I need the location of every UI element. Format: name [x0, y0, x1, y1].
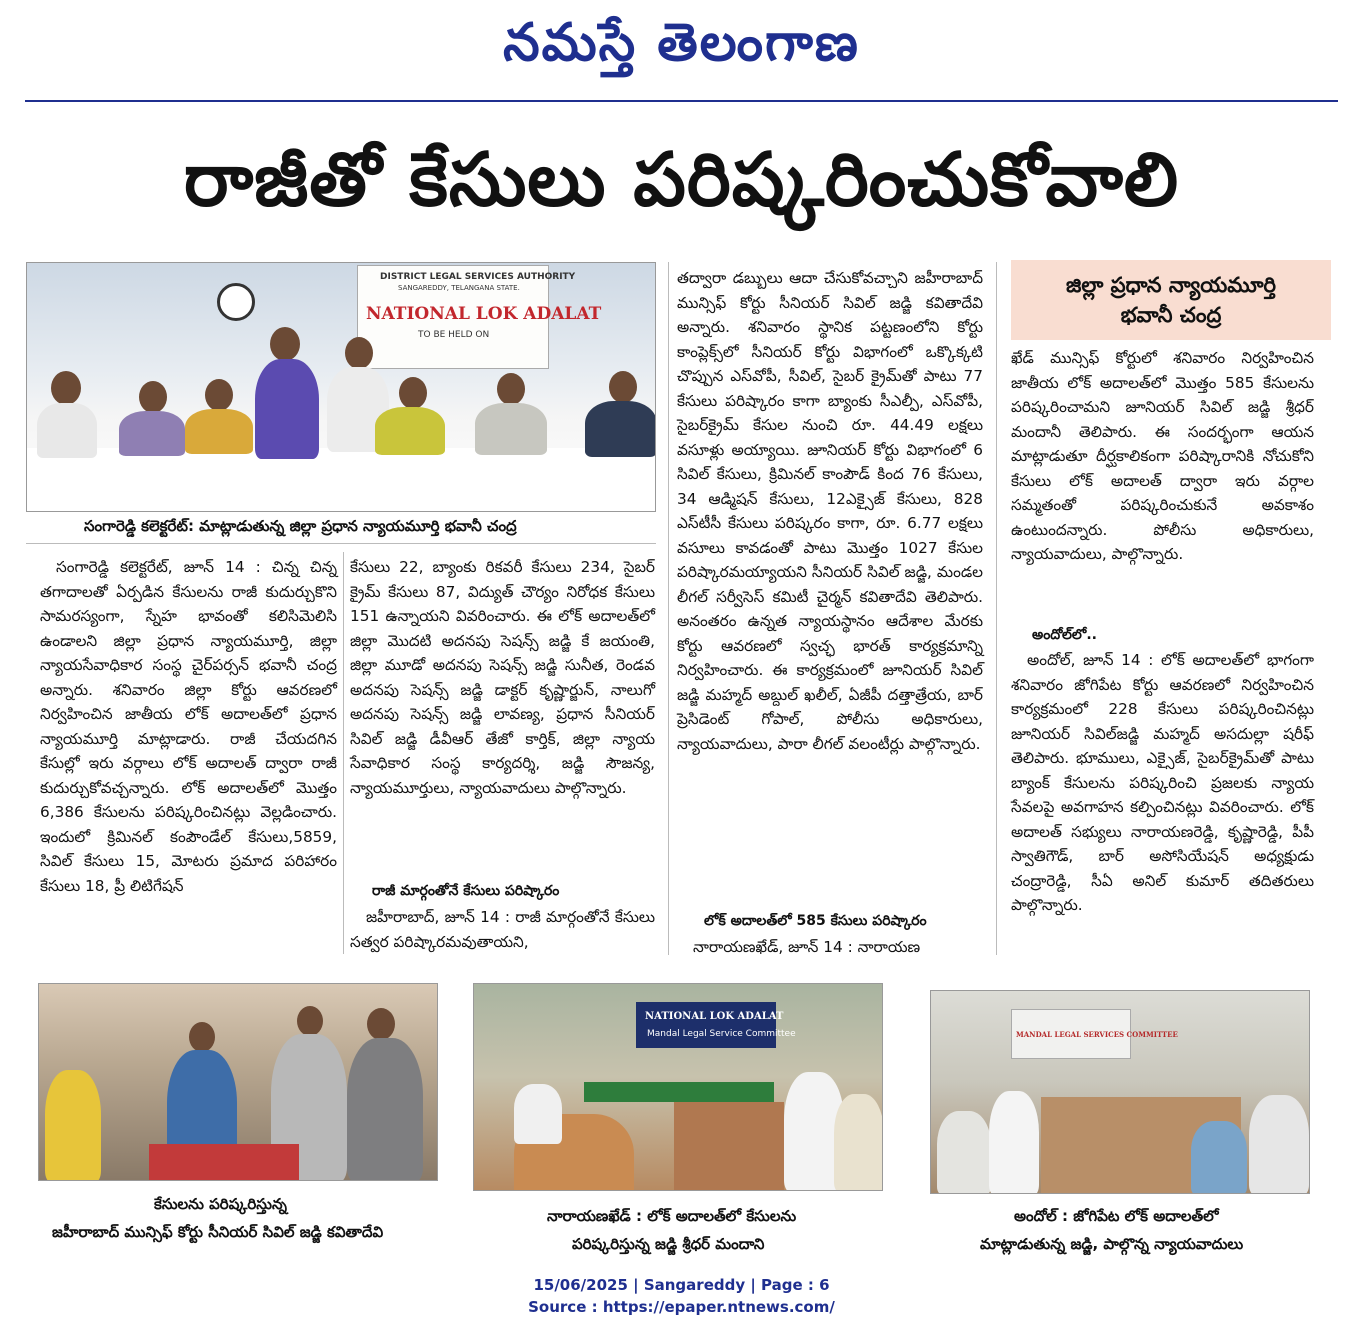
banner-place: SANGAREDDY, TELANGANA STATE.	[398, 284, 520, 292]
caption-divider	[26, 543, 656, 544]
wall-clock-icon	[217, 283, 255, 321]
person	[185, 409, 253, 454]
speaker	[255, 359, 319, 459]
column-3b-text: నారాయణఖేడ్‌, జూన్‌ 14 : నారాయణ	[693, 938, 921, 956]
table	[584, 1082, 774, 1102]
column-2b-text: జహీరాబాద్‌, జూన్‌ 14 : రాజీ మార్గంతోనే కేసులు సత్వర పరిష్కారమవుతాయని,	[350, 908, 655, 951]
banner-title: NATIONAL LOK ADALAT	[645, 1011, 784, 1022]
article-column-2	[350, 555, 655, 873]
article-column-3	[677, 266, 983, 906]
person	[937, 1111, 991, 1194]
photo-andol-caption-2: మాట్లాడుతున్న జడ్జి, పాల్గొన్న న్యాయవాదులు	[980, 1235, 1244, 1253]
person	[119, 411, 185, 456]
judge-name-box	[1011, 260, 1331, 340]
person-head	[609, 371, 637, 403]
banner-title: MANDAL LEGAL SERVICES COMMITTEE	[1016, 1030, 1178, 1039]
person-head	[297, 1006, 323, 1036]
legal-services-banner	[1011, 1009, 1178, 1059]
person	[514, 1084, 562, 1144]
banner-title: NATIONAL LOK ADALAT	[366, 304, 602, 324]
person-head	[345, 337, 373, 369]
column-divider	[668, 262, 669, 955]
photo-andol-caption-1: అందోల్‌ : జోగిపేట లోక్‌ అదాలత్‌లో	[1014, 1207, 1219, 1225]
judge-name-box-text	[1011, 270, 1331, 330]
person	[1249, 1095, 1309, 1194]
article-column-4b	[1011, 648, 1314, 968]
headline: రాజీతో కేసులు పరిష్కరించుకోవాలి	[183, 137, 1180, 223]
article-column-2b	[350, 905, 655, 955]
column-4b-text: అందోల్‌, జూన్‌ 14 : లోక్‌ అదాలత్‌లో భాగంగా శనివారం జోగిపేట కోర్టు ఆవరణలో నిర్వహించిన కార్యక్రమంలో 228 కేసులు పరిష్కరించినట్లు జూనియర్‌ సివిల్‌జడ్జి మహ్మద్‌ అసదుల్లా షరీఫ్‌ తెలిపారు. భూములు, ఎక్సైజ్‌, సైబర్‌క్రైమ్‌తో పాటు బ్యాంక్‌ కేసులను పరిష్కరించి ప్రజలకు న్యాయ సేవలపై అవగాహన కల్పించినట్లు వివరించారు. లోక్‌ అదాలత్‌ సభ్యులు నారాయణరెడ్డి, కృష్ణారెడ్డి, పీపీ స్వాతిగౌడ్‌, బార్‌ అసోసియేషన్‌ అధ్యక్షుడు చంద్రారెడ్డి, సీఏ అనిల్‌ కుమార్‌ తదితరులు పాల్గొన్నారు.	[1011, 651, 1314, 914]
column-divider	[343, 552, 344, 954]
photo-zaheerabad-caption-2: జహీరాబాద్‌ మున్సిఫ్‌ కోర్టు సీనియర్‌ సివిల్‌ జడ్జి కవితాదేవి	[52, 1223, 384, 1241]
footer-source-link[interactable]: Source : https://epaper.ntnews.com/	[528, 1298, 835, 1316]
person-head	[189, 1022, 215, 1052]
banner-org: DISTRICT LEGAL SERVICES AUTHORITY	[380, 272, 576, 282]
column-1-text: సంగారెడ్డి కలెక్టరేట్‌, జూన్‌ 14 : చిన్న చిన్న తగాదాలతో ఏర్పడిన కేసులను రాజీ కుదుర్చుకొని సామరస్యంగా, స్నేహ భావంతో కలిసిమెలిసి ఉండాలని జిల్లా ప్రధాన న్యాయమూర్తి, జిల్లా న్యాయసేవాధికార సంస్థ చైర్‌పర్సన్‌ భవానీ చంద్ర అన్నారు. శనివారం జిల్లా కోర్టు ఆవరణలో నిర్వహించిన జాతీయ లోక్‌ అదాలత్‌లో ప్రధాన న్యాయమూర్తి మాట్లాడారు. రాజీ చేయదగిన కేసుల్లో ఇరు వర్గాలు లోక్‌ అదాలత్‌ ద్వారా రాజీ కుదుర్చుకోవచ్చన్నారు. లోక్‌ అదాలత్‌లో మొత్తం 6,386 కేసులను పరిష్కరించినట్లు వెల్లడించారు. ఇందులో క్రిమినల్‌ కంపౌండేల్‌ కేసులు,5859, సివిల్‌ కేసులు 15, మోటరు ప్రమాద పరిహారం కేసులు 18, ప్రీ లిటిగేషన్‌	[40, 558, 337, 895]
lok-adalat-banner	[636, 1002, 796, 1048]
person	[834, 1094, 883, 1191]
photo-narayankhed-caption-1: నారాయణఖేడ్‌ : లోక్‌ అదాలత్‌లో కేసులను	[547, 1207, 797, 1225]
person-head	[139, 381, 167, 413]
main-photo	[26, 262, 656, 512]
person-head	[399, 377, 427, 409]
person-head	[497, 373, 525, 405]
column-3-subhead: లోక్‌ అదాలత్‌లో 585 కేసులు పరిష్కారం	[704, 913, 927, 929]
photo-zaheerabad-caption-1: కేసులను పరిష్కరిస్తున్న	[154, 1195, 287, 1213]
judge-name: భవానీ చంద్ర	[1120, 303, 1222, 327]
column-4-subhead: అందోల్‌లో..	[1032, 627, 1097, 643]
person-head	[51, 371, 81, 405]
judge-title: జిల్లా ప్రధాన న్యాయమూర్తి	[1066, 273, 1276, 297]
person	[1191, 1121, 1247, 1194]
masthead-title: నమస్తే తెలంగాణ	[503, 12, 860, 73]
column-divider	[996, 262, 997, 955]
main-photo-caption: సంగారెడ్డి కలెక్టరేట్‌: మాట్లాడుతున్న జిల్లా ప్రధాన న్యాయమూర్తి భవానీ చంద్ర	[84, 517, 517, 535]
person-head	[205, 379, 233, 411]
column-2-text: కేసులు 22, బ్యాంకు రికవరీ కేసులు 234, సైబర్‌ క్రైమ్‌ కేసులు 87, విద్యుత్‌ చౌర్యం నిరోధక కేసులు 151 ఉన్నాయని వివరించారు. ఈ లోక్‌ అదాలత్‌లో జిల్లా మొదటి అదనపు సెషన్స్‌ జడ్జి కే జయంతి, జిల్లా మూడో అదనపు సెషన్స్‌ జడ్జి సునీత, రెండవ అదనపు సెషన్స్‌ జడ్జి డాక్టర్‌ కృష్ణార్జున్‌, నాలుగో అదనపు సెషన్స్‌ జడ్జి లావణ్య, ప్రధాన సీనియర్‌ సివిల్‌ జడ్జి డీవీఆర్‌ తేజో కార్తిక్‌, జిల్లా న్యాయ సేవాధికార సంస్థ కార్యదర్శి, జడ్జి సౌజన్య, న్యాయమూర్తులు, న్యాయవాదులు పాల్గొన్నారు.	[350, 558, 655, 797]
photo-zaheerabad	[38, 983, 438, 1181]
photo-narayankhed	[473, 983, 883, 1191]
article-column-4	[1011, 346, 1314, 616]
banner-sub: Mandal Legal Service Committee	[647, 1029, 796, 1039]
column-4-text: ఖేడ్‌ మున్సిఫ్‌ కోర్టులో శనివారం నిర్వహించిన జాతీయ లోక్‌ అదాలత్‌లో మొత్తం 585 కేసులను పరిష్కరించామని జూనియర్‌ సివిల్‌ జడ్జి శ్రీధర్‌ మందానీ తెలిపారు. ఈ సందర్భంగా ఆయన మాట్లాడుతూ దీర్ఘకాలికంగా పరిష్కారానికి నోచుకోని కేసులు లోక్‌ అదాలత్‌ ద్వారా ఇరు వర్గాల సమ్మతంతో పరిష్కరించుకునే అవకాశం ఉంటుందన్నారు. పోలీసు అధికారులు, న్యాయవాదులు, పాల్గొన్నారు.	[1011, 349, 1314, 563]
person-head	[270, 327, 300, 361]
column-2-subhead: రాజీ మార్గంతోనే కేసులు పరిష్కారం	[372, 883, 560, 899]
article-column-3b	[677, 935, 983, 960]
person	[585, 401, 656, 457]
judge	[347, 1038, 423, 1181]
photo-andol	[930, 990, 1310, 1194]
footer-date-page: 15/06/2025 | Sangareddy | Page : 6	[533, 1276, 830, 1294]
table-cloth	[27, 448, 656, 512]
column-3-text: తద్వారా డబ్బులు ఆదా చేసుకోవచ్చాని జహీరాబాద్‌ మున్సిఫ్‌ కోర్టు సీనియర్‌ సివిల్‌ జడ్జి కవితాదేవి అన్నారు. శనివారం స్థానిక పట్టణంలోని కోర్టు కాంప్లెక్స్‌లో సీనియర్‌ కోర్టు విభాగంలో ఒక్కొక్కటి చొప్పున ఎస్‌వోపీ, సీవిల్‌, సైబర్‌ క్రైమ్‌తో పాటు 77 కేసులు పరిష్కారం కాగా బ్యాంకు సీఎల్పీ, ఎస్‌వోపీ, సైబర్‌క్రైమ్‌ కేసుల నుంచి రూ. 44.49 లక్షలు వసూళ్లు అయ్యాయి. జూనియర్‌ కోర్టు విభాగంలో 6 సివిల్‌ కేసులు, క్రిమినల్‌ కాంపౌడ్‌ కింద 76 కేసులు, 34 ఆడ్మిషన్‌ కేసులు, 12ఎక్సైజ్‌ కేసులు, 828 ఎస్‌టీసీ కేసులు పరిష్కరం కాగా, రూ. 6.77 లక్షలు వసూలు కావడంతో పాటు మొత్తం 1027 కేసుల పరిష్కారమయ్యాయని సీనియర్‌ సివిల్‌ జడ్జి, మండల లీగల్‌ సర్వీసెస్‌ కమిటీ చైర్మన్‌ కవితాదేవి తెలిపారు. అనంతరం ఉన్నత న్యాయస్థానం ఆదేశాల మేరకు కోర్టు ఆవరణలో స్వచ్ఛ భారత్‌ కార్యక్రమాన్ని నిర్వహించారు. ఈ కార్యక్రమంలో జూనియర్‌ సివిల్‌ జడ్జి మహ్మద్‌ అబ్దుల్‌ ఖలీల్‌, ఏజీపీ దత్తాత్రేయ, బార్‌ ప్రెసిడెంట్‌ గోపాల్‌, పోలీసు అధికారులు, న్యాయవాదులు, పారా లీగల్‌ వలంటీర్లు పాల్గొన్నారు.	[677, 269, 983, 753]
table	[149, 1144, 299, 1181]
article-column-1	[40, 555, 337, 955]
police-officer	[475, 403, 547, 455]
masthead-rule	[25, 100, 1338, 102]
person	[37, 403, 97, 458]
photo-narayankhed-caption-2: పరిష్కరిస్తున్న జడ్జి శ్రీధర్‌ మందాని	[572, 1235, 765, 1253]
lok-adalat-banner	[357, 265, 602, 369]
person	[989, 1091, 1039, 1194]
person	[45, 1070, 101, 1181]
person-head	[367, 1008, 395, 1040]
table	[674, 1102, 784, 1191]
banner-sub: TO BE HELD ON	[418, 330, 490, 340]
person	[375, 407, 445, 455]
